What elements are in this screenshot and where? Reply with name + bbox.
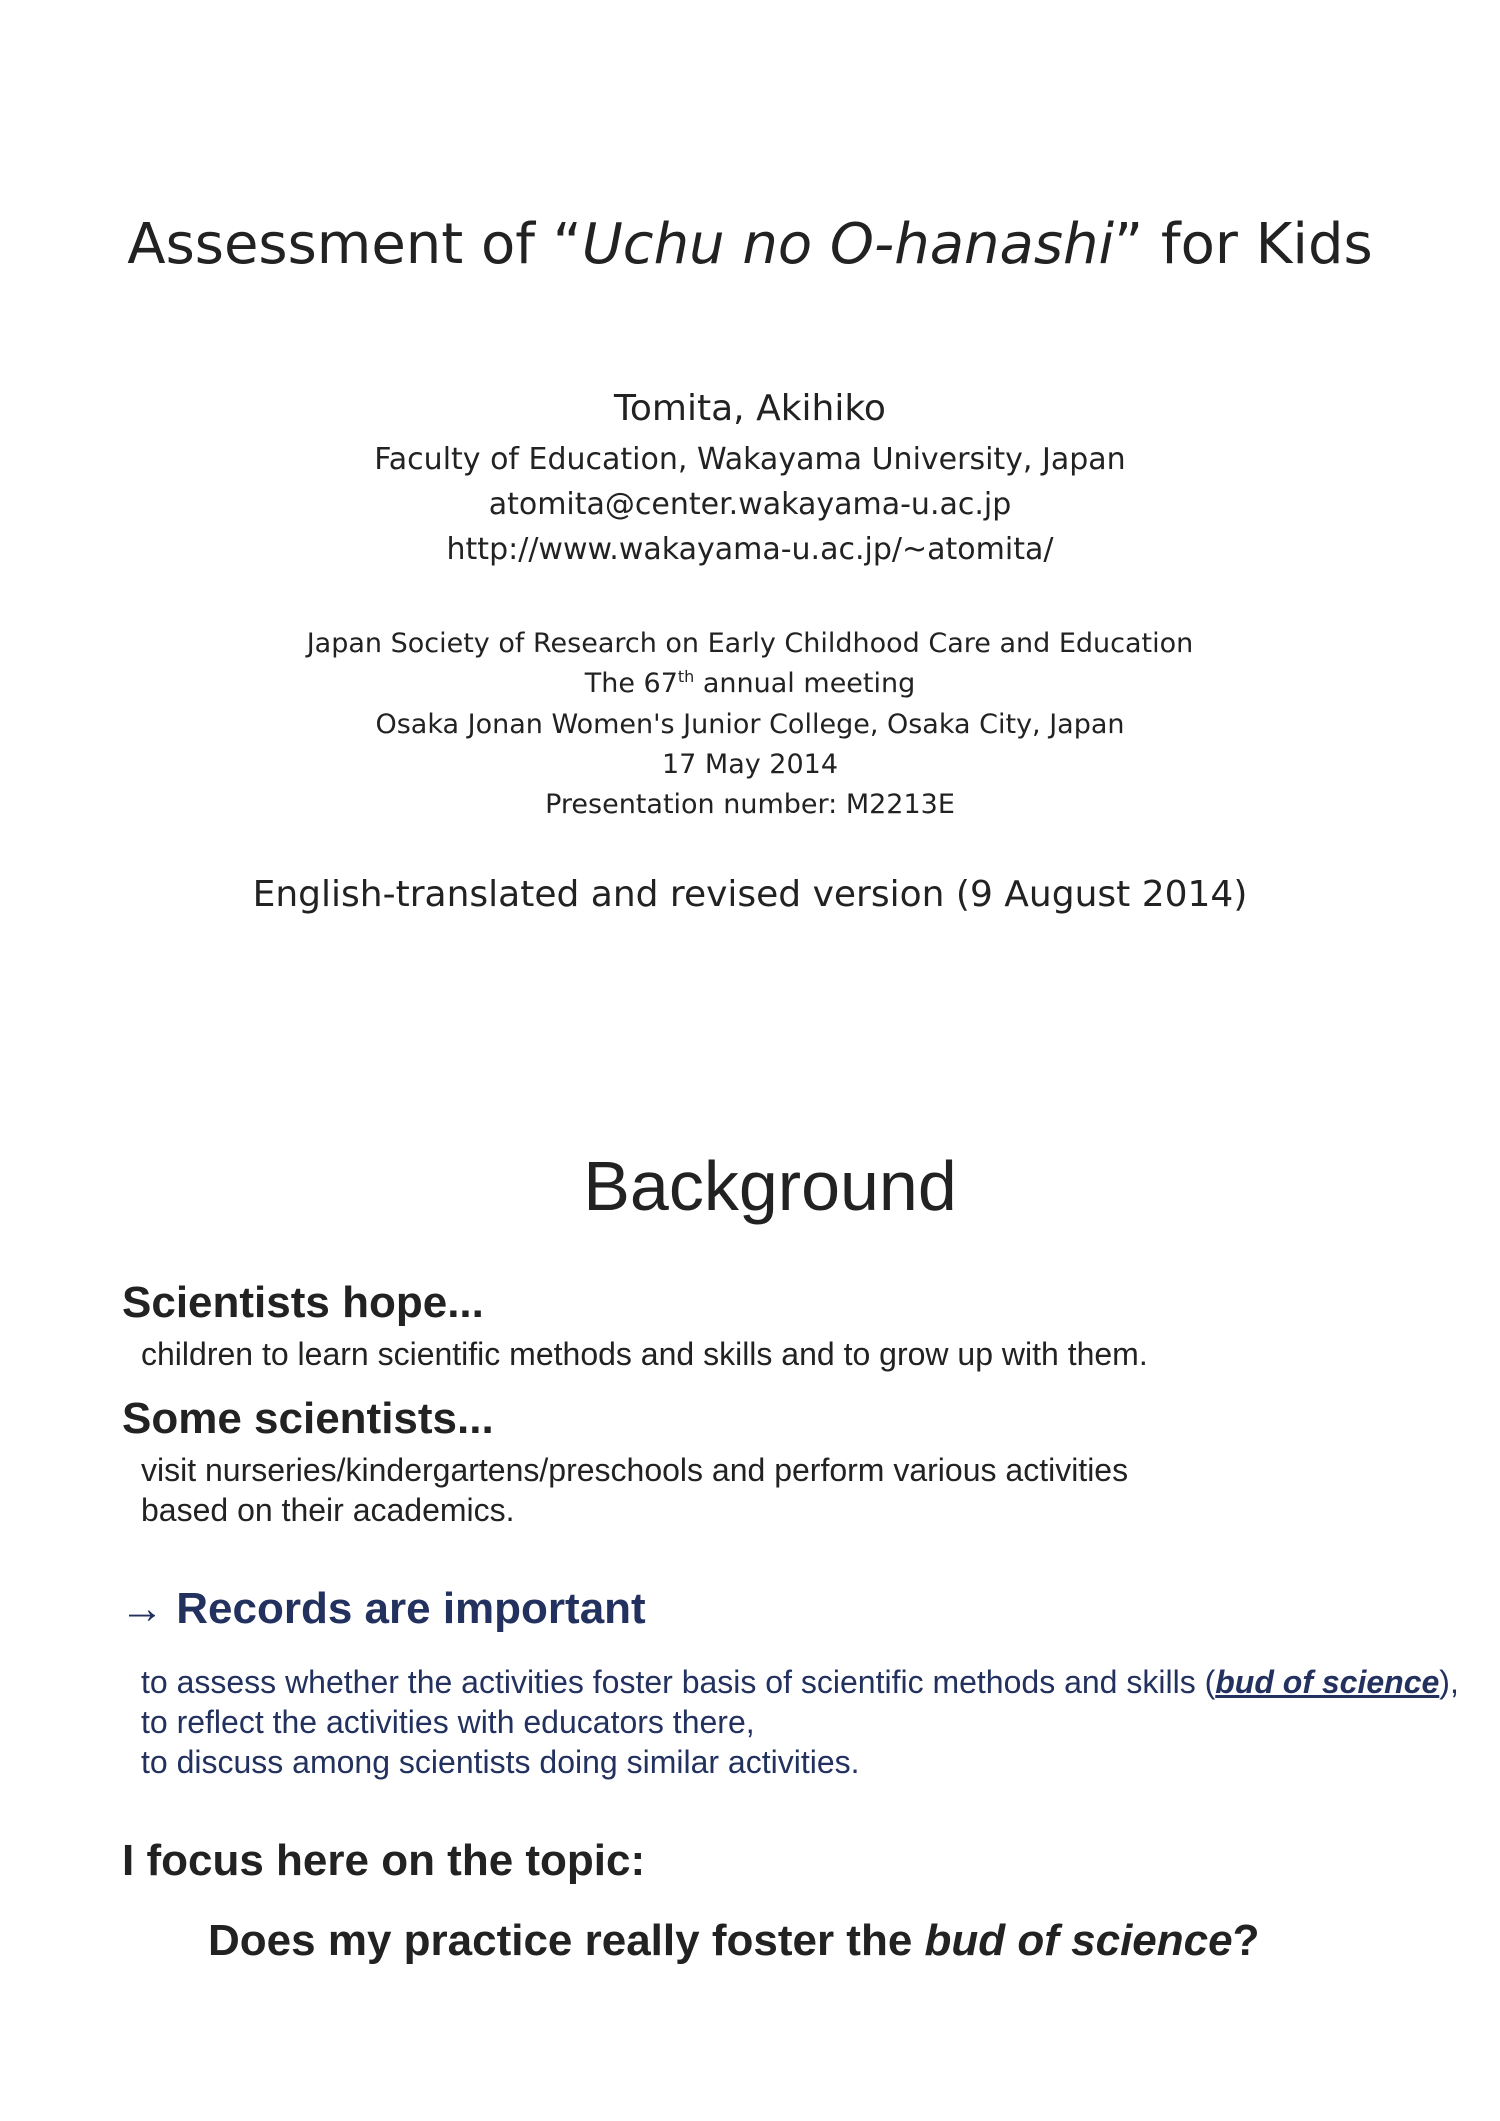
heading-scientists-hope: Scientists hope... (122, 1278, 484, 1327)
records-line1-text: to assess whether the activities foster basis of scientific methods and skills ( (141, 1664, 1216, 1700)
meeting-superscript: th (677, 667, 695, 686)
records-heading-text: Records are important (176, 1584, 646, 1633)
presentation-number: Presentation number: M2213E (545, 789, 955, 820)
title-prefix: Assessment of “ (127, 212, 582, 277)
conference-meeting (0, 668, 1500, 699)
text-some-scientists-line2: based on their academics. (141, 1492, 515, 1528)
meeting-prefix: The 67 (584, 668, 678, 699)
heading-some-scientists: Some scientists... (122, 1394, 494, 1443)
research-question (208, 1916, 1260, 1966)
version-note: English-translated and revised version (9 August 2014) (252, 874, 1248, 915)
question-mark: ? (1232, 1916, 1260, 1965)
text-scientists-hope: children to learn scientific methods and skills and to grow up with them. (141, 1336, 1148, 1372)
heading-focus-topic: I focus here on the topic: (122, 1836, 646, 1885)
question-italic: bud of science (924, 1916, 1233, 1965)
author-email[interactable]: atomita@center.wakayama-u.ac.jp (488, 487, 1012, 522)
author-affiliation: Faculty of Education, Wakayama University, Japan (374, 442, 1126, 477)
text-some-scientists-line1: visit nurseries/kindergartens/preschools and perform various activities (141, 1452, 1129, 1488)
author-url[interactable]: http://www.wakayama-u.ac.jp/~atomita/ (446, 532, 1054, 567)
records-line1 (141, 1662, 1459, 1702)
question-text: Does my practice really foster the (208, 1916, 925, 1965)
document-title (0, 212, 1500, 277)
conference-society: Japan Society of Research on Early Childhood Care and Education (306, 628, 1194, 659)
title-suffix: ” for Kids (1114, 212, 1373, 277)
conference-venue: Osaka Jonan Women's Junior College, Osaka City, Japan (375, 709, 1125, 740)
title-italic: Uchu no O-hanashi (581, 212, 1115, 277)
bud-of-science-link[interactable]: bud of science (1215, 1664, 1440, 1700)
conference-date: 17 May 2014 (661, 749, 839, 780)
heading-records-important (120, 1584, 646, 1634)
meeting-suffix: annual meeting (694, 668, 916, 699)
section-title-background: Background (583, 1147, 957, 1225)
records-line1-end: ), (1439, 1664, 1459, 1700)
records-line3: to discuss among scientists doing similar activities. (141, 1744, 860, 1780)
arrow-icon: → (120, 1584, 164, 1633)
records-line2: to reflect the activities with educators there, (141, 1704, 755, 1740)
author-name: Tomita, Akihiko (614, 388, 886, 429)
